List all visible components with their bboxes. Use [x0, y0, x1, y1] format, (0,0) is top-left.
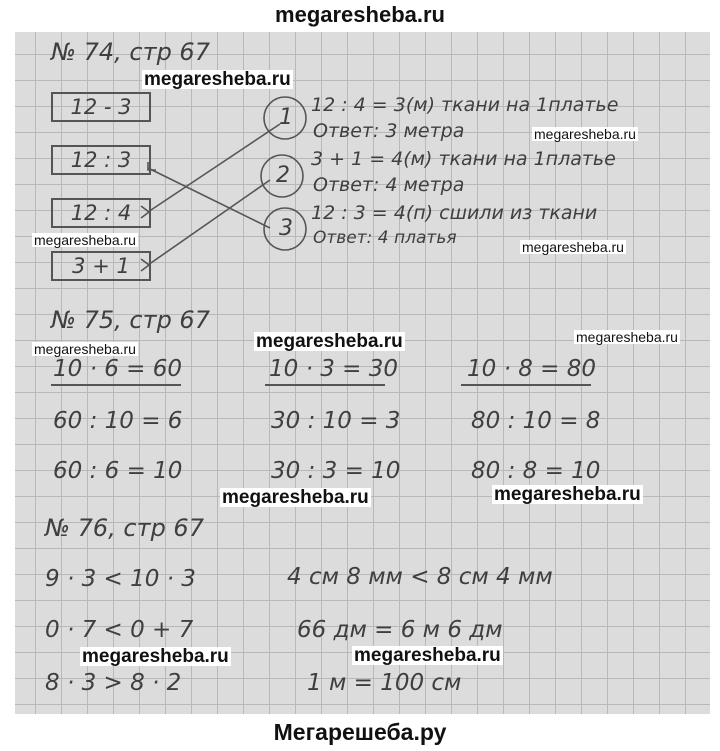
solution-line-6: Ответ: 4 платья	[313, 228, 457, 248]
task76-left-3: 8 · 3 > 8 · 2	[45, 670, 182, 696]
circle-1-label: 1	[279, 105, 293, 130]
task75-col3-row2: 80 : 10 = 8	[471, 408, 601, 434]
task75-col2-row2: 30 : 10 = 3	[271, 408, 401, 434]
task75-col1-row2: 60 : 10 = 6	[53, 408, 183, 434]
site-footer-title: Мегарешеба.ру	[273, 719, 447, 745]
match-line-1	[148, 124, 280, 212]
solution-line-1: 12 : 4 = 3(м) ткани на 1платье	[311, 94, 619, 116]
expression-box-4-text: 3 + 1	[72, 254, 130, 278]
task76-right-2: 66 дм = 6 м 6 дм	[297, 617, 503, 643]
task75-col3-row3: 80 : 8 = 10	[471, 458, 601, 484]
task76-right-1: 4 см 8 мм < 8 см 4 мм	[287, 564, 553, 590]
watermark: megaresheba.ru	[494, 484, 641, 505]
watermark: megaresheba.ru	[222, 487, 369, 508]
expression-box-3-text: 12 : 4	[70, 201, 132, 225]
expression-box-2-text: 12 : 3	[70, 148, 132, 172]
task75-col1-underline	[51, 384, 181, 386]
circle-3-label: 3	[279, 216, 293, 241]
expression-box-1-text: 12 - 3	[70, 95, 132, 119]
solution-line-3: 3 + 1 = 4(м) ткани на 1платье	[311, 148, 616, 170]
solution-line-2: Ответ: 3 метра	[313, 120, 465, 142]
expression-box-3	[51, 198, 151, 228]
watermark: megaresheba.ru	[534, 126, 636, 142]
task75-col2-row3: 30 : 3 = 10	[271, 458, 401, 484]
site-footer	[0, 714, 720, 751]
circle-2-label: 2	[276, 163, 290, 188]
watermark: megaresheba.ru	[82, 646, 229, 667]
task76-right-3: 1 м = 100 см	[307, 670, 462, 696]
task75-col2-underline	[265, 384, 385, 386]
task76-left-2: 0 · 7 < 0 + 7	[45, 617, 194, 643]
task74-heading: № 74, стр 67	[51, 38, 210, 66]
task75-col2-row1: 10 · 3 = 30	[269, 356, 398, 382]
watermark: megaresheba.ru	[34, 341, 136, 357]
task75-col3-underline	[461, 384, 591, 386]
site-header-title: megaresheba.ru	[275, 2, 445, 27]
solution-line-4: Ответ: 4 метра	[313, 174, 465, 196]
match-line-3	[148, 168, 270, 228]
watermark: megaresheba.ru	[34, 232, 136, 248]
task76-heading: № 76, стр 67	[45, 514, 204, 542]
expression-box-4	[51, 251, 151, 281]
task76-left-1: 9 · 3 < 10 · 3	[45, 566, 196, 592]
solution-line-5: 12 : 3 = 4(п) сшили из ткани	[311, 202, 598, 224]
watermark: megaresheba.ru	[354, 645, 501, 666]
task75-col3-row1: 10 · 8 = 80	[467, 356, 596, 382]
task75-col1-row3: 60 : 6 = 10	[53, 458, 183, 484]
match-line-2	[148, 180, 270, 265]
watermark: megaresheba.ru	[256, 331, 403, 352]
site-header	[0, 0, 720, 32]
expression-box-1	[51, 92, 151, 122]
expression-box-2	[51, 145, 151, 175]
task75-heading: № 75, стр 67	[51, 306, 210, 334]
watermark: megaresheba.ru	[576, 329, 678, 345]
watermark: megaresheba.ru	[522, 239, 624, 255]
watermark: megaresheba.ru	[144, 69, 291, 90]
task75-col1-row1: 10 · 6 = 60	[53, 356, 182, 382]
